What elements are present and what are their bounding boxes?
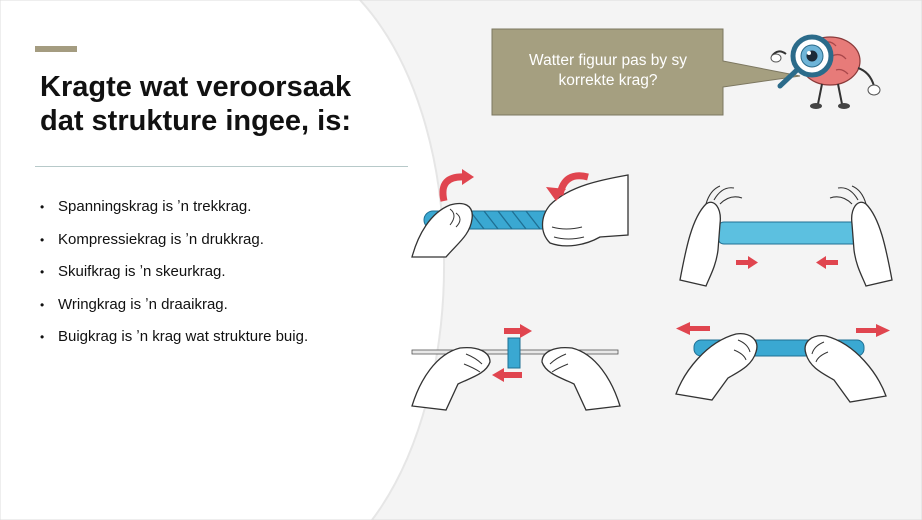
title-line-1: Kragte wat veroorsaak [40, 71, 352, 103]
bullet-item: • Buigkrag is ʼn krag wat strukture buig. [40, 328, 309, 345]
bullet-dot: • [40, 200, 45, 214]
slide-title [40, 70, 400, 138]
bullet-dot: • [40, 330, 45, 344]
figure-shear [406, 320, 626, 415]
figure-compression [676, 168, 896, 293]
title-accent-bar [35, 46, 77, 52]
bullet-dot: • [40, 265, 45, 279]
shear-rod-illustration-icon [412, 324, 620, 410]
bullet-dot: • [40, 297, 45, 312]
bullet-item: • Spanningskrag is ʼn trekkrag. [40, 198, 252, 215]
title-line-2: dat strukture ingee, is: [40, 105, 352, 137]
bullet-item: • Skuifkrag is ʼn skeurkrag. [40, 263, 226, 280]
bullet-list [40, 197, 308, 360]
bullet-dot: • [40, 232, 45, 247]
pull-rod-illustration-icon [676, 322, 890, 402]
magnifier-brain-mascot-icon [762, 28, 884, 110]
twist-rod-illustration-icon [412, 169, 628, 257]
callout-box [492, 29, 724, 116]
figure-twisting [410, 165, 630, 265]
title-divider [35, 166, 408, 167]
bullet-item: • Kompressiekrag is ʼn drukkrag. [40, 230, 264, 248]
figure-tension [672, 318, 892, 408]
bullet-item: • Wringkrag is ʼn draaikrag. [40, 295, 228, 313]
compress-rod-illustration-icon [680, 186, 892, 286]
callout-text: Watter figuur pas by sy korrekte krag? [529, 52, 687, 89]
